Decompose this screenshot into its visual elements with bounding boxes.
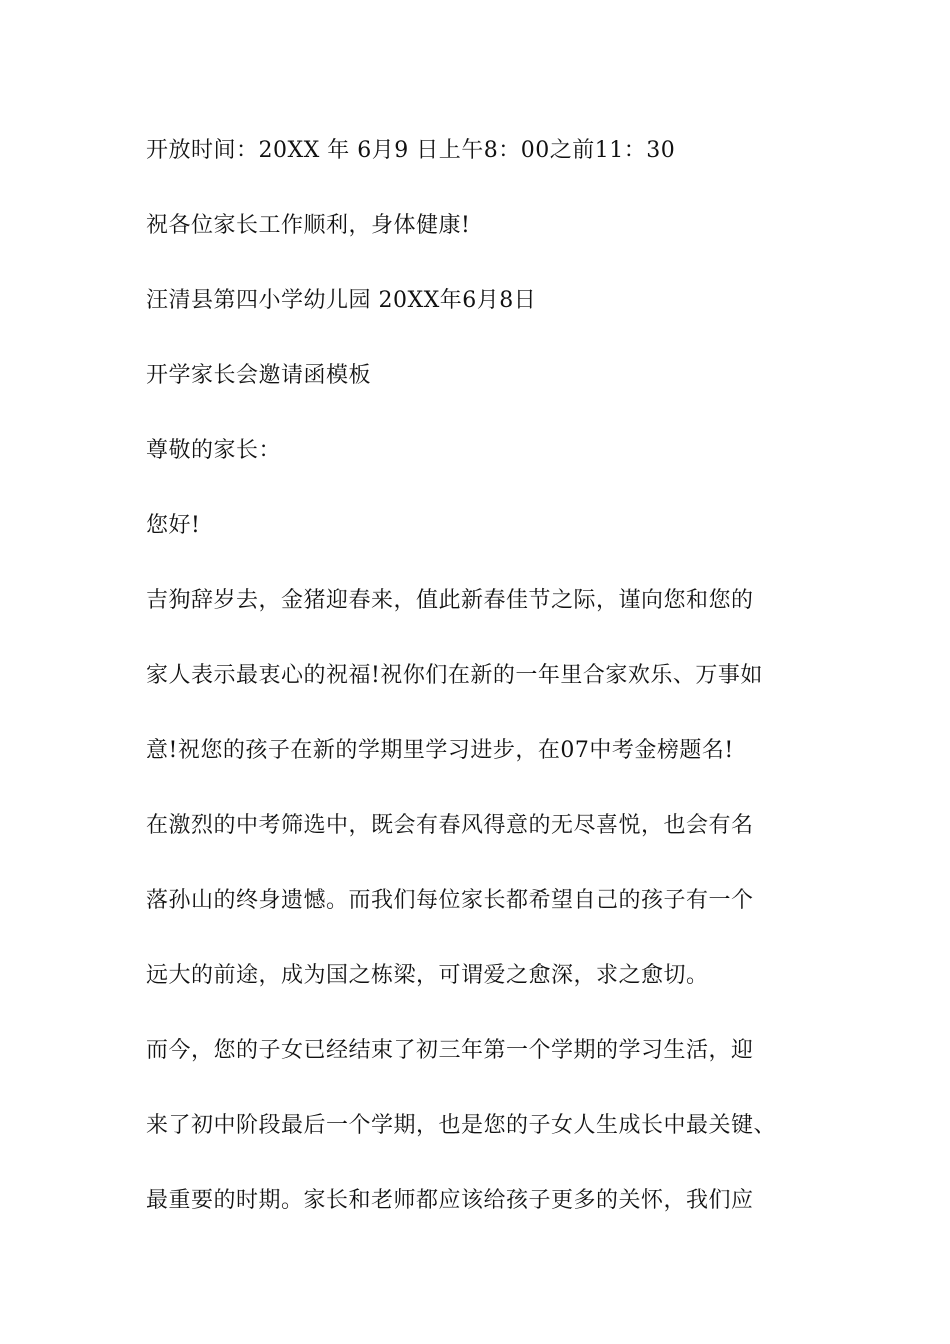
- greeting: 您好!: [146, 513, 201, 538]
- wishes-line: 祝各位家长工作顺利，身体健康!: [146, 213, 471, 238]
- paragraph-line: 吉狗辞岁去，金猪迎春来，值此新春佳节之际，谨向您和您的: [146, 588, 754, 613]
- paragraph-line: 落孙山的终身遗憾。而我们每位家长都希望自己的孩子有一个: [146, 888, 754, 913]
- paragraph-line: 在激烈的中考筛选中，既会有春风得意的无尽喜悦，也会有名: [146, 813, 754, 838]
- paragraph-line: 来了初中阶段最后一个学期，也是您的子女人生成长中最关键、: [146, 1113, 777, 1138]
- paragraph-line: 意!祝您的孩子在新的学期里学习进步，在07中考金榜题名!: [146, 738, 734, 763]
- paragraph-line: 最重要的时期。家长和老师都应该给孩子更多的关怀，我们应: [146, 1188, 754, 1213]
- section-title: 开学家长会邀请函模板: [146, 363, 372, 388]
- paragraph-line: 而今，您的子女已经结束了初三年第一个学期的学习生活，迎: [146, 1038, 754, 1063]
- paragraph-line: 家人表示最衷心的祝福!祝你们在新的一年里合家欢乐、万事如: [146, 663, 763, 688]
- opening-hours-line: 开放时间：20XX 年 6月9 日上午8：00之前11：30: [146, 138, 676, 163]
- salutation: 尊敬的家长：: [146, 438, 282, 463]
- sender-date-line: 汪清县第四小学幼儿园 20XX年6月8日: [146, 288, 537, 313]
- paragraph-line: 远大的前途，成为国之栋梁，可谓爱之愈深，求之愈切。: [146, 963, 709, 988]
